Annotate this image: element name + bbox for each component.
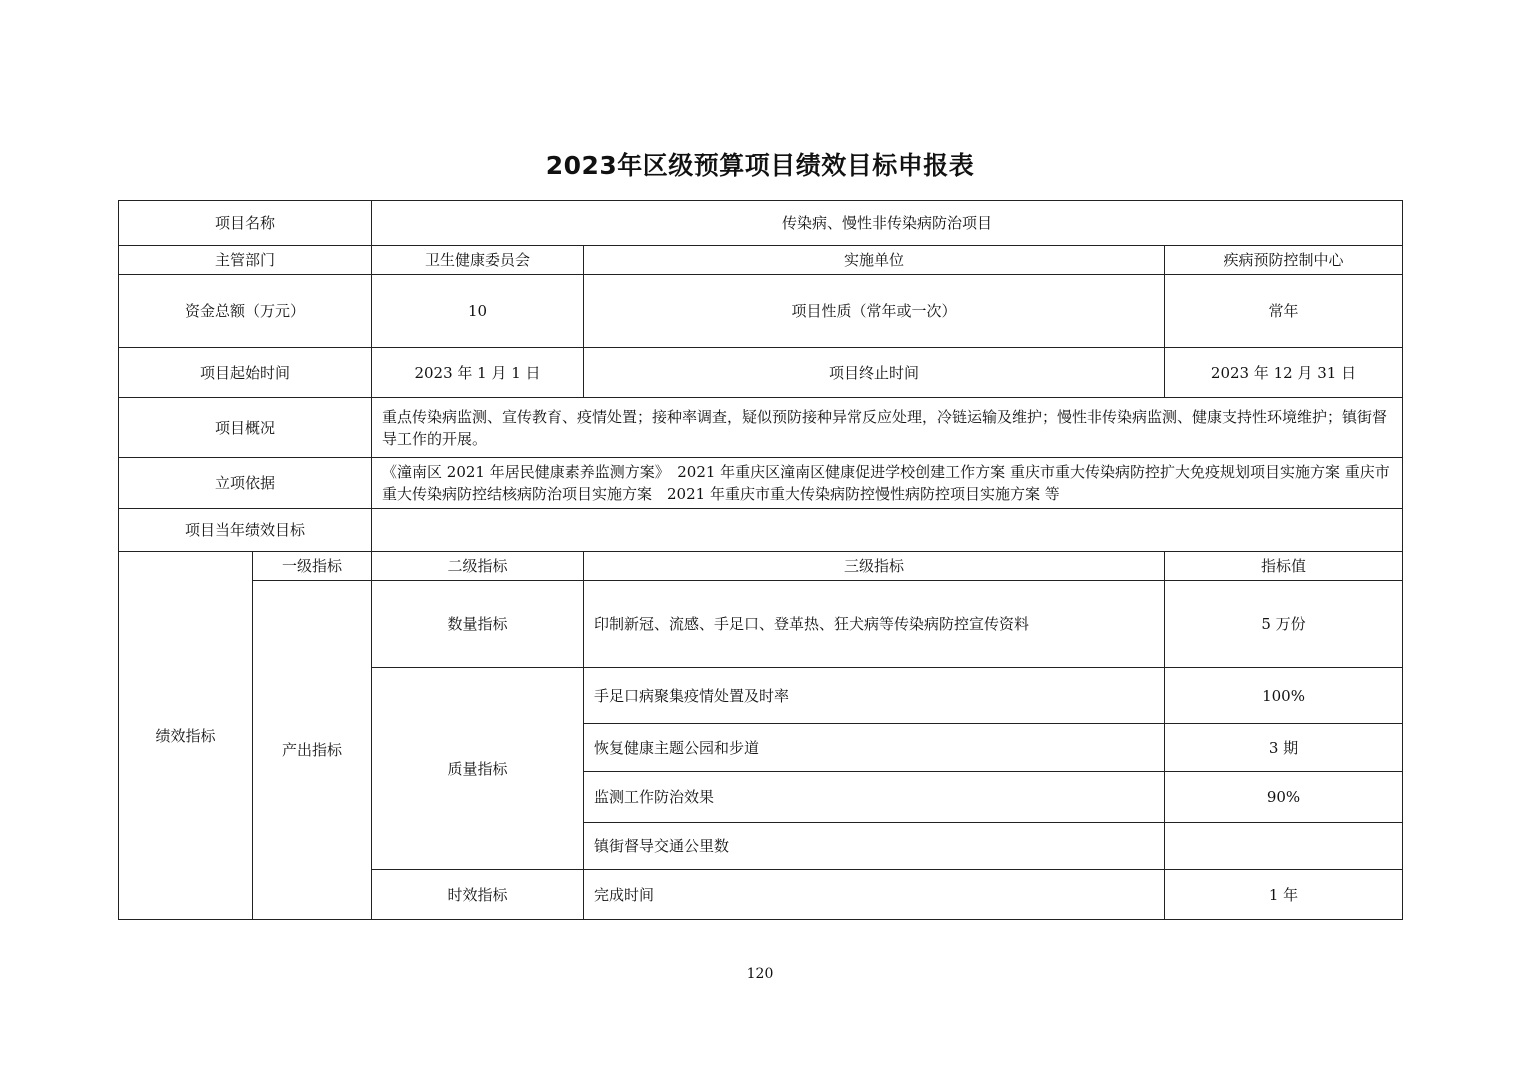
nature-label: 项目性质（常年或一次） [584, 275, 1165, 348]
nature-value: 常年 [1165, 275, 1403, 348]
basis-label: 立项依据 [119, 458, 372, 509]
dept-value: 卫生健康委员会 [372, 246, 584, 275]
funds-label: 资金总额（万元） [119, 275, 372, 348]
funds-value: 10 [372, 275, 584, 348]
budget-performance-table [118, 200, 1403, 920]
row-indicator-header [119, 552, 1403, 581]
quality-item-value: 3 期 [1165, 724, 1403, 772]
project-name-value: 传染病、慢性非传染病防治项目 [372, 201, 1403, 246]
quantity-value: 5 万份 [1165, 581, 1403, 668]
output-indicator-label: 产出指标 [253, 581, 372, 920]
quality-item-name: 手足口病聚集疫情处置及时率 [584, 668, 1165, 724]
basis-value: 《潼南区 2021 年居民健康素养监测方案》 2021 年重庆区潼南区健康促进学校创建工作方案 重庆市重大传染病防控扩大免疫规划项目实施方案 重庆市重大传染病防控结核病防治项目实施方案 2021 年重庆市重大传染病防控慢性病防控项目实施方案 等 [372, 458, 1403, 509]
row-overview [119, 398, 1403, 458]
row-basis [119, 458, 1403, 509]
header-level3: 三级指标 [584, 552, 1165, 581]
quality-item-name: 监测工作防治效果 [584, 772, 1165, 823]
header-level2: 二级指标 [372, 552, 584, 581]
quantity-label: 数量指标 [372, 581, 584, 668]
goal-label: 项目当年绩效目标 [119, 509, 372, 552]
row-project-name [119, 201, 1403, 246]
start-value: 2023 年 1 月 1 日 [372, 348, 584, 398]
end-label: 项目终止时间 [584, 348, 1165, 398]
quality-item-value: 100% [1165, 668, 1403, 724]
impl-unit-label: 实施单位 [584, 246, 1165, 275]
overview-label: 项目概况 [119, 398, 372, 458]
row-goal [119, 509, 1403, 552]
goal-value [372, 509, 1403, 552]
row-funds [119, 275, 1403, 348]
quantity-item: 印制新冠、流感、手足口、登革热、狂犬病等传染病防控宣传资料 [584, 581, 1165, 668]
timeliness-value: 1 年 [1165, 870, 1403, 920]
overview-value: 重点传染病监测、宣传教育、疫情处置；接种率调查，疑似预防接种异常反应处理，冷链运输及维护；慢性非传染病监测、健康支持性环境维护；镇街督导工作的开展。 [372, 398, 1403, 458]
dept-label: 主管部门 [119, 246, 372, 275]
quality-label: 质量指标 [372, 668, 584, 870]
row-dates [119, 348, 1403, 398]
quality-item-name: 镇街督导交通公里数 [584, 823, 1165, 870]
start-label: 项目起始时间 [119, 348, 372, 398]
indicator-section-label: 绩效指标 [119, 552, 253, 920]
header-level1: 一级指标 [253, 552, 372, 581]
quality-item-value [1165, 823, 1403, 870]
end-value: 2023 年 12 月 31 日 [1165, 348, 1403, 398]
project-name-label: 项目名称 [119, 201, 372, 246]
quality-item-name: 恢复健康主题公园和步道 [584, 724, 1165, 772]
timeliness-label: 时效指标 [372, 870, 584, 920]
row-quantity [119, 581, 1403, 668]
header-value: 指标值 [1165, 552, 1403, 581]
row-department [119, 246, 1403, 275]
page-number: 120 [746, 966, 774, 982]
quality-item-value: 90% [1165, 772, 1403, 823]
document-title: 2023年区级预算项目绩效目标申报表 [545, 151, 975, 180]
timeliness-item: 完成时间 [584, 870, 1165, 920]
impl-unit-value: 疾病预防控制中心 [1165, 246, 1403, 275]
